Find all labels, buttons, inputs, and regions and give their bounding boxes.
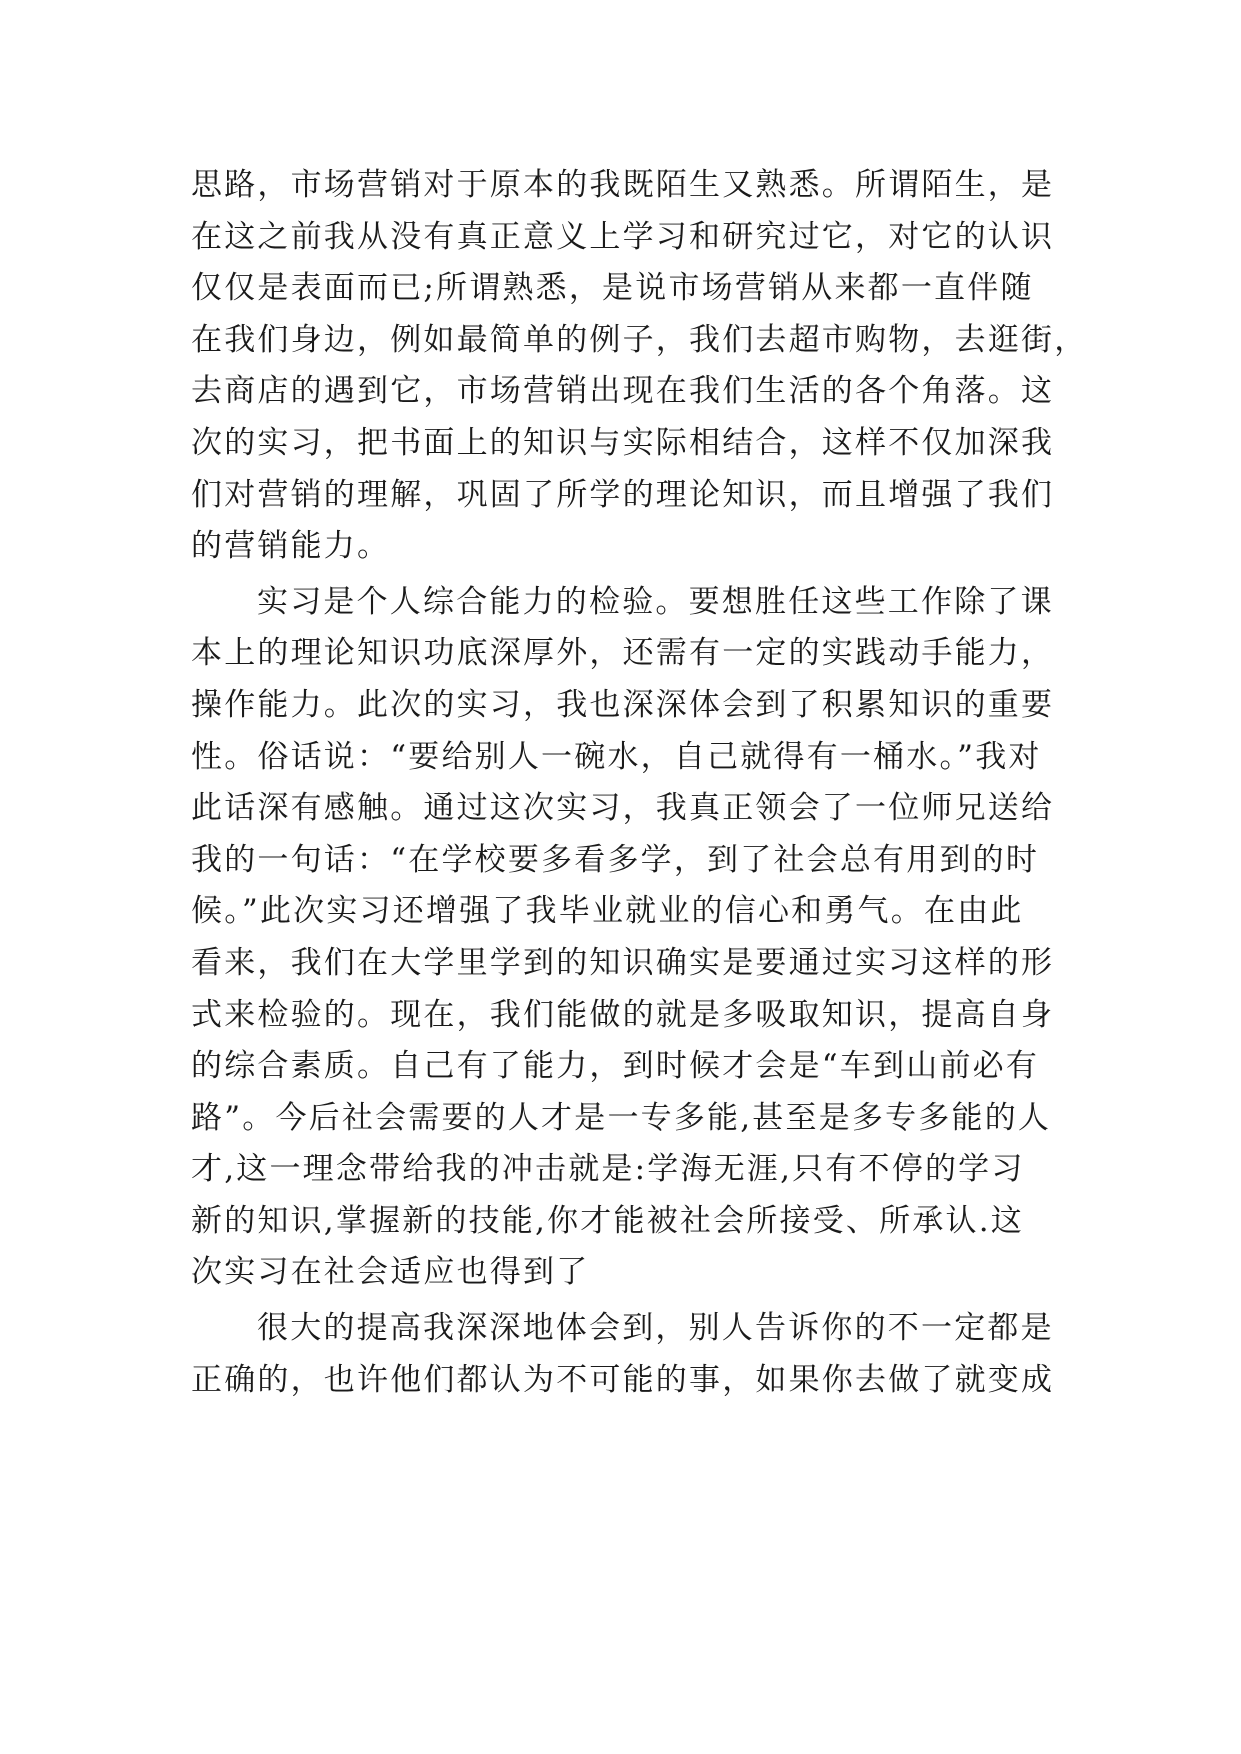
text-line: 才,这一理念带给我的冲击就是:学海无涯,只有不停的学习 [191,1151,1025,1188]
paragraph-2 [191,577,1061,1299]
text-line: 的营销能力。 [191,528,391,565]
text-line: 本上的理论知识功底深厚外，还需有一定的实践动手能力， [191,635,1055,672]
text-line: 候。”此次实习还增强了我毕业就业的信心和勇气。在由此 [191,893,1024,930]
text-line: 此话深有感触。通过这次实习，我真正领会了一位师兄送给 [191,790,1055,827]
text-line: 思路，市场营销对于原本的我既陌生又熟悉。所谓陌生，是 [191,167,1055,203]
text-line: 们对营销的理解，巩固了所学的理论知识，而且增强了我们 [191,476,1055,513]
body-text [191,160,1088,1406]
text-line: 操作能力。此次的实习，我也深深体会到了积累知识的重要 [191,686,1055,723]
text-line: 正确的，也许他们都认为不可能的事，如果你去做了就变成 [191,1361,1055,1398]
text-line: 很大的提高我深深地体会到，别人告诉你的不一定都是 [257,1310,1054,1347]
text-line: 次实习在社会适应也得到了 [191,1254,590,1291]
text-line: 在我们身边，例如最简单的例子，我们去超市购物，去逛街， [191,321,1088,358]
text-line: 新的知识,掌握新的技能,你才能被社会所接受、所承认.这 [191,1202,1024,1239]
paragraph-3 [191,1303,1061,1406]
text-line: 我的一句话：“在学校要多看多学，到了社会总有用到的时 [191,841,1040,878]
text-line: 的综合素质。自己有了能力，到时候才会是“车到山前必有 [191,1048,1040,1085]
text-line: 路”。今后社会需要的人才是一专多能,甚至是多专多能的人 [191,1099,1052,1136]
text-line: 去商店的遇到它，市场营销出现在我们生活的各个角落。这 [191,373,1055,410]
text-line: 式来检验的。现在，我们能做的就是多吸取知识，提高自身 [191,996,1055,1033]
text-line: 看来，我们在大学里学到的知识确实是要通过实习这样的形 [191,944,1055,981]
text-line: 仅仅是表面而已;所谓熟悉，是说市场营销从来都一直伴随 [191,270,1034,307]
text-line: 性。俗话说：“要给别人一碗水，自己就得有一桶水。”我对 [191,738,1042,775]
paragraph-1 [191,160,1088,573]
text-line: 在这之前我从没有真正意义上学习和研究过它，对它的认识 [191,218,1055,255]
text-line: 实习是个人综合能力的检验。要想胜任这些工作除了课 [257,583,1054,620]
text-line: 次的实习，把书面上的知识与实际相结合，这样不仅加深我 [191,424,1055,461]
